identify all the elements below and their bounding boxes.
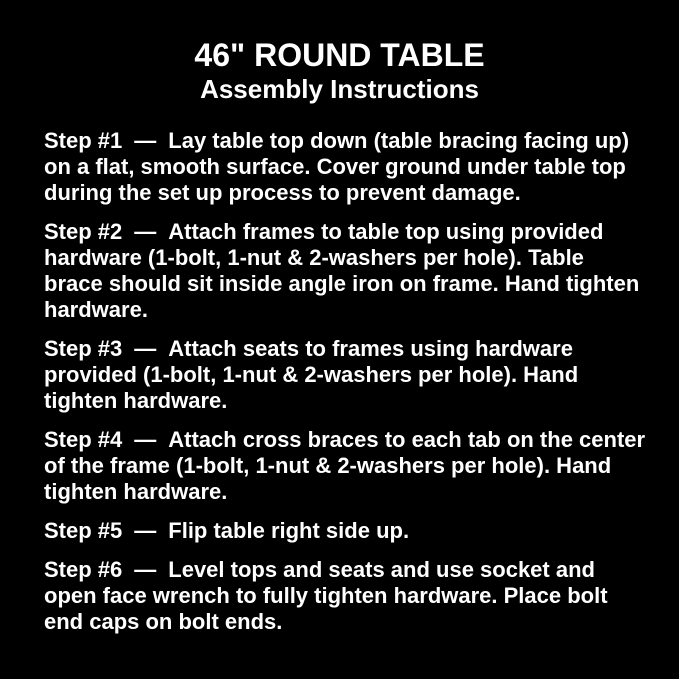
step-2 bbox=[44, 219, 648, 323]
header bbox=[0, 0, 679, 102]
step-text: Attach seats to frames using hardware provided (1-bolt, 1-nut & 2-washers per hole). Hand tighten hardware. bbox=[44, 336, 579, 413]
step-separator: — bbox=[134, 518, 157, 543]
step-5 bbox=[44, 518, 648, 544]
page-subtitle: Assembly Instructions bbox=[200, 74, 479, 104]
assembly-steps bbox=[0, 128, 648, 635]
step-label: Step #1 bbox=[44, 128, 123, 153]
step-text: Attach cross braces to each tab on the center of the frame (1-bolt, 1-nut & 2-washers per hole). Hand tighten hardware. bbox=[44, 427, 646, 504]
step-1 bbox=[44, 128, 648, 206]
step-4 bbox=[44, 427, 648, 505]
step-label: Step #3 bbox=[44, 336, 123, 361]
step-3 bbox=[44, 336, 648, 414]
step-separator: — bbox=[134, 219, 157, 244]
step-6 bbox=[44, 557, 648, 635]
page-title: 46" ROUND TABLE bbox=[194, 37, 485, 73]
step-separator: — bbox=[134, 557, 157, 582]
step-label: Step #2 bbox=[44, 219, 123, 244]
step-text: Flip table right side up. bbox=[168, 518, 410, 543]
step-text: Level tops and seats and use socket and open face wrench to fully tighten hardware. Place bolt end caps on bolt ends. bbox=[44, 557, 608, 634]
step-text: Lay table top down (table bracing facing up) on a flat, smooth surface. Cover ground under table top during the set up process to prevent damage. bbox=[44, 128, 630, 205]
step-text: Attach frames to table top using provided hardware (1-bolt, 1-nut & 2-washers per hole). Table brace should sit inside angle iron on frame. Hand tighten hardware. bbox=[44, 219, 640, 322]
step-label: Step #4 bbox=[44, 427, 123, 452]
step-label: Step #6 bbox=[44, 557, 123, 582]
step-separator: — bbox=[134, 128, 157, 153]
step-separator: — bbox=[134, 336, 157, 361]
step-separator: — bbox=[134, 427, 157, 452]
step-label: Step #5 bbox=[44, 518, 123, 543]
